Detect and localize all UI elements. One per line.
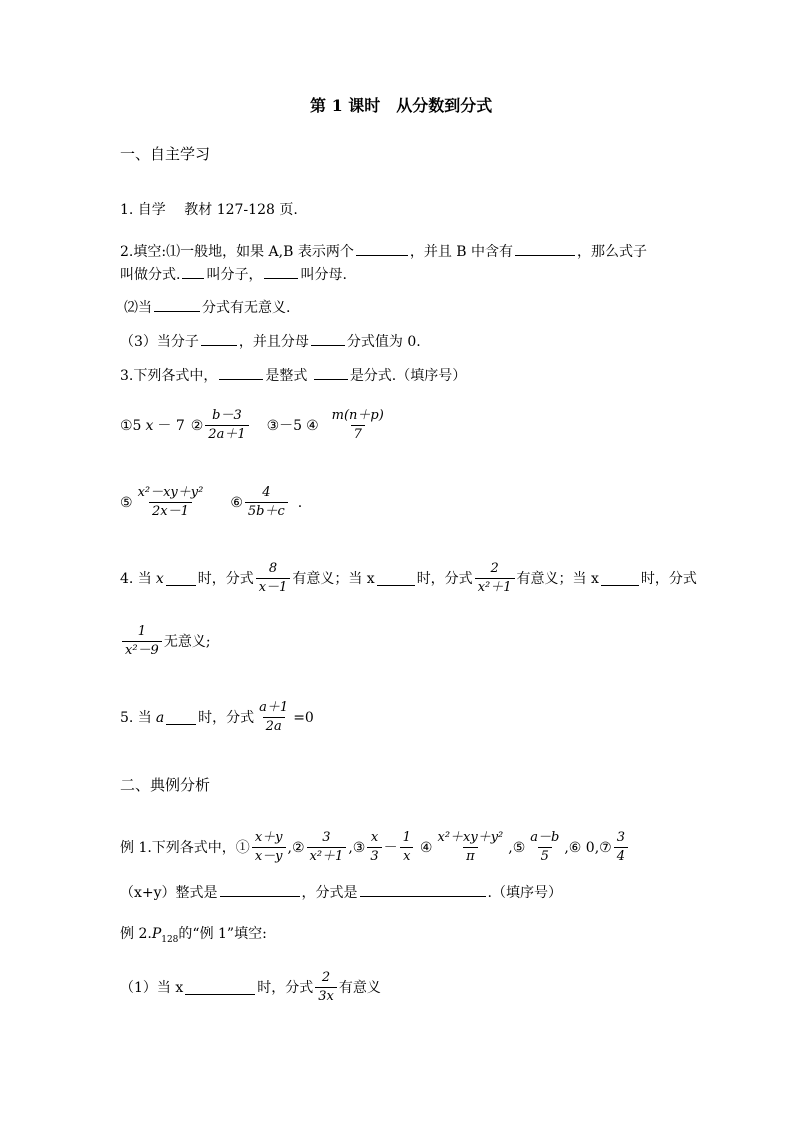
q2-text-k: 分式值为 0. bbox=[346, 334, 421, 350]
question-3-items-row-2 bbox=[120, 485, 302, 520]
ex2-text-c: （1）当 x bbox=[120, 979, 184, 996]
q2-text-h: 分式有无意义. bbox=[202, 300, 291, 316]
example-2-part-1 bbox=[120, 970, 381, 1005]
fraction-a-plus-1-over-2a: $\frac{a+1}{2a}$ bbox=[259, 700, 289, 734]
q4-text-a: 4. 当 bbox=[120, 570, 152, 587]
q4-text-d: 时，分式 bbox=[416, 570, 473, 587]
blank[interactable] bbox=[601, 571, 639, 586]
blank[interactable] bbox=[377, 571, 415, 586]
fraction-3-over-4: $\frac{3}{4}$ bbox=[614, 830, 628, 865]
blank[interactable] bbox=[154, 297, 200, 312]
fraction-x-over-3: $\frac{x}{3}$ bbox=[367, 830, 381, 865]
item-5-label: ⑤ bbox=[120, 494, 133, 511]
item-2-label: ② bbox=[190, 417, 204, 434]
q5-text-b: 时，分式 bbox=[198, 709, 255, 726]
section-heading-self-study: 一、自主学习 bbox=[120, 145, 211, 163]
q4-text-b: 时，分式 bbox=[197, 570, 254, 587]
item-1-label: ①5 bbox=[120, 417, 142, 434]
question-2-line-2 bbox=[120, 264, 347, 285]
q4-text-f: 时，分式 bbox=[640, 570, 697, 587]
q2-text-i: （3）当分子 bbox=[120, 334, 199, 350]
q4-var-x: x bbox=[155, 570, 164, 587]
blank[interactable] bbox=[314, 365, 348, 380]
blank[interactable] bbox=[166, 571, 196, 586]
ex1-text-b: （x+y）整式是 bbox=[120, 885, 218, 901]
blank[interactable] bbox=[166, 710, 196, 725]
q5-text-a: 5. 当 bbox=[120, 709, 152, 726]
question-2-line-1 bbox=[120, 241, 647, 262]
example-2-line-1 bbox=[120, 924, 267, 950]
item-1-tail: － 7 bbox=[157, 417, 185, 434]
ex1-minus: － bbox=[383, 839, 398, 856]
blank[interactable] bbox=[515, 241, 575, 256]
question-3 bbox=[120, 365, 466, 386]
q2-text-f: 叫分母. bbox=[300, 267, 347, 283]
ex1-text-a: 例 1.下列各式中，① bbox=[120, 839, 250, 856]
q2-text-b: ，并且 B 中含有 bbox=[409, 244, 514, 260]
ex2-page-p: P bbox=[151, 926, 162, 942]
q2-text-e: 叫分子， bbox=[206, 267, 263, 283]
fraction-3-over-x2-plus-1: $\frac{3}{\text{x²＋1}}$ bbox=[307, 830, 347, 865]
question-2-part-2 bbox=[124, 297, 290, 318]
example-1-line-1 bbox=[120, 830, 630, 865]
blank[interactable] bbox=[201, 331, 237, 346]
ex1-sep-6: ,⑥ 0,⑦ bbox=[564, 839, 612, 856]
blank[interactable] bbox=[220, 882, 300, 897]
blank[interactable] bbox=[360, 882, 486, 897]
q4-text-g: 无意义; bbox=[163, 633, 211, 650]
fraction-4-over-5b-plus-c: $\frac{4}{5b+c}$ bbox=[245, 485, 288, 520]
blank[interactable] bbox=[356, 241, 408, 256]
ex2-text-b: 的“例 1”填空: bbox=[178, 926, 267, 942]
blank[interactable] bbox=[182, 264, 204, 279]
fraction-2-over-3x: $\frac{2}{3x}$ bbox=[315, 970, 337, 1005]
fraction-1-over-x2-minus-9: $\frac{1}{\text{x²－9}}$ bbox=[122, 624, 162, 659]
question-4-line-2 bbox=[120, 624, 211, 659]
question-4-line-1 bbox=[120, 561, 697, 596]
ex2-text-e: 有意义 bbox=[338, 979, 381, 996]
ex1-sep-2: ,② bbox=[287, 839, 305, 856]
fraction-2-over-x2-plus-1: $\frac{2}{\text{x²＋1}}$ bbox=[475, 561, 515, 596]
question-1: 1. 自学 教材 127-128 页. bbox=[120, 202, 298, 218]
q4-text-e: 有意义；当 x bbox=[516, 570, 599, 587]
ex1-sep-3: ,③ bbox=[348, 839, 366, 856]
q2-text-d: 叫做分式. bbox=[120, 267, 181, 283]
q3-text-b: 是整式 bbox=[265, 368, 308, 384]
ex1-text-d: .（填序号） bbox=[487, 885, 562, 901]
ex1-sep-5: ,⑤ bbox=[508, 839, 526, 856]
page-title: 第 1 课时 从分数到分式 bbox=[310, 96, 493, 115]
fraction-a-minus-b-over-5: $\frac{a-b}{5}$ bbox=[530, 830, 560, 864]
item-4-label: ④ bbox=[306, 417, 319, 434]
q4-text-c: 有意义；当 x bbox=[292, 570, 375, 587]
fraction-1-over-x: $\frac{1}{x}$ bbox=[400, 830, 414, 865]
q5-var-a: a bbox=[155, 709, 165, 726]
question-2-part-3 bbox=[120, 331, 421, 352]
example-1-line-2 bbox=[120, 882, 562, 903]
question-5 bbox=[120, 700, 314, 735]
item-end: . bbox=[297, 494, 303, 511]
fraction-m-n-plus-p-over-7: $\frac{m(n+p)}{7}$ bbox=[331, 408, 384, 442]
q2-text-c: ，那么式子 bbox=[577, 244, 648, 260]
q2-text-j: ，并且分母 bbox=[238, 334, 309, 350]
fraction-x-plus-y-over-x-minus-y: $\frac{x+y}{x-y}$ bbox=[252, 830, 286, 865]
q2-text-g: ⑵当 bbox=[124, 300, 152, 316]
fraction-b-minus-3-over-2a-plus-1: $\frac{b-3}{2a+1}$ bbox=[205, 408, 248, 443]
blank[interactable] bbox=[311, 331, 345, 346]
blank[interactable] bbox=[185, 980, 255, 995]
item-1-var: x bbox=[145, 417, 154, 434]
fraction-8-over-x-minus-1: $\frac{8}{x-1}$ bbox=[256, 561, 291, 596]
ex2-page-sub: 128 bbox=[161, 934, 179, 945]
question-3-items-row-1 bbox=[120, 408, 389, 443]
fraction-x2-xy-y2-over-pi: $\frac{\text{x²＋xy＋y²}}{\pi}$ bbox=[437, 830, 504, 864]
q5-text-c: =0 bbox=[293, 709, 314, 726]
item-3: ③－5 bbox=[266, 417, 303, 434]
blank[interactable] bbox=[219, 365, 263, 380]
ex2-text-d: 时，分式 bbox=[257, 979, 314, 996]
section-heading-examples: 二、典例分析 bbox=[120, 776, 211, 794]
blank[interactable] bbox=[264, 264, 298, 279]
fraction-x2-xy-y2-over-2x-1: $\frac{\text{x²－xy＋y²}}{2x-1}$ bbox=[137, 485, 204, 519]
ex1-text-c: ，分式是 bbox=[301, 885, 358, 901]
q3-text-c: 是分式.（填序号） bbox=[349, 368, 467, 384]
q2-text-a: 2.填空:⑴一般地，如果 A,B 表示两个 bbox=[120, 244, 354, 260]
q3-text-a: 3.下列各式中， bbox=[120, 368, 218, 384]
item-6-label: ⑥ bbox=[230, 494, 243, 511]
ex2-text-a: 例 2. bbox=[120, 926, 152, 942]
ex1-sep-4: ④ bbox=[419, 839, 433, 856]
